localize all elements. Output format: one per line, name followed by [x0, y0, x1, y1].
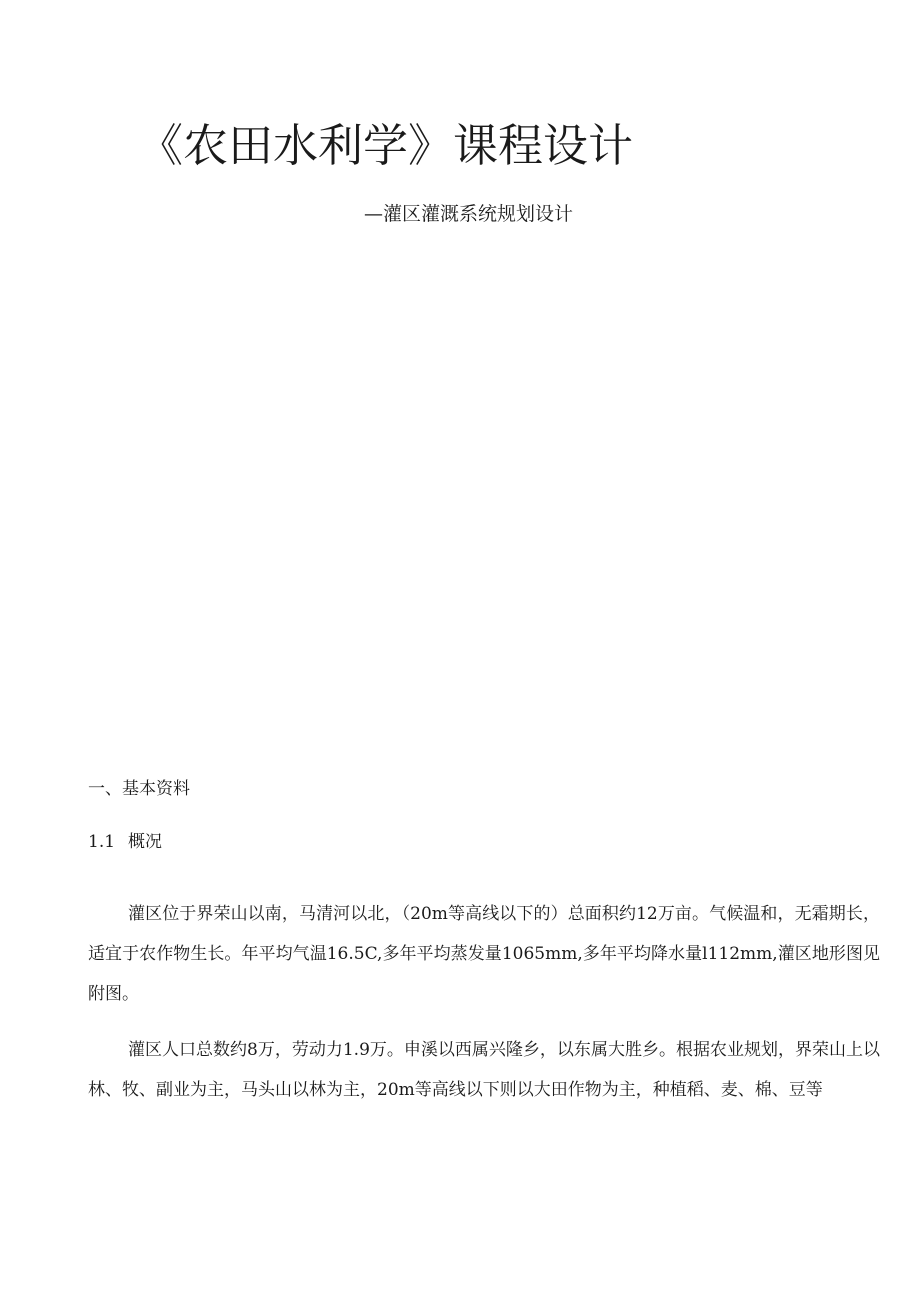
body-paragraph: 灌区人口总数约8万，劳动力1.9万。申溪以西属兴隆乡，以东属大胜乡。根据农业规划，界荣山上以林、牧、副业为主，马头山以林为主，20m等高线以下则以大田作物为主，种植稻、麦、棉、豆等	[88, 1040, 880, 1100]
subsection-title: 概况	[128, 832, 162, 852]
subsection-heading	[88, 829, 162, 855]
section-heading: 一、基本资料	[88, 779, 190, 799]
body-paragraph: 灌区位于界荣山以南，马清河以北，（20m等高线以下的）总面积约12万亩。气候温和，无霜期长，适宜于农作物生长。年平均气温16.5C,多年平均蒸发量1065mm,多年平均降水量l112mm,灌区地形图见附图。	[88, 904, 880, 1004]
document-title: 《农田水利学》课程设计	[138, 119, 634, 172]
subsection-number: 1.1	[88, 832, 116, 852]
document-subtitle: —灌区灌溉系统规划设计	[364, 203, 574, 225]
